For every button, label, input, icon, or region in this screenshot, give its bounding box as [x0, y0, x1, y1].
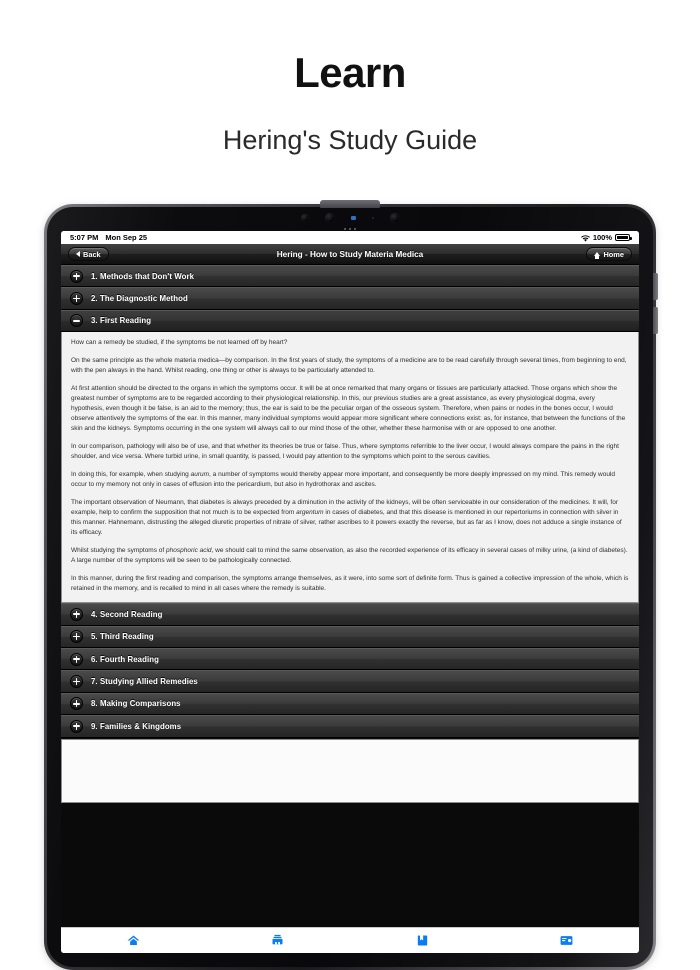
tab-bar [61, 927, 639, 953]
body-paragraph [71, 574, 629, 594]
page-subtitle: Hering's Study Guide [222, 125, 478, 155]
text-run: Whilst studying the symptoms of [71, 547, 167, 555]
accordion-panel-3 [61, 332, 639, 603]
speaker-dots [47, 228, 653, 230]
accordion-header-2[interactable] [61, 287, 639, 309]
text-run: At first attention should be directed to the organs in which the symptoms occur. It will be at once remarked that many organs or tissues are particularly attacked. Those organs which show the greatest number of symptoms are to be regarded according to their physiological relationship. In this, our previous studies are a great assistance, as every physiological dogma, every hypothesis, even though it be false, is an aid to the memory; thus, the ear is said to be the peculiar organ of the osseous system. Therefore, when pains or nodes in the bones occur, I would observe attentively the symptoms of the ear. In this manner, many individual symptoms would appear more significant where connections exist: as, for instance, that between the functions of the skin and the kidneys. Symptoms occurring in the one system will always call to our mind those of the other, whether these harmonise with or are opposed to one another. [71, 385, 626, 433]
battery-full-icon [615, 234, 630, 241]
plus-icon [70, 720, 83, 733]
body-paragraph [71, 338, 629, 348]
accordion-label: 1. Methods that Don't Work [91, 271, 195, 281]
plus-icon [70, 630, 83, 643]
body-paragraph [71, 442, 629, 462]
accordion-label: 3. First Reading [91, 316, 152, 326]
camera-array [47, 207, 653, 229]
accordion-label: 8. Making Comparisons [91, 699, 181, 709]
text-run: In doing this, for example, when studying [71, 471, 191, 479]
plus-icon [70, 675, 83, 688]
plus-icon [70, 697, 83, 710]
text-run: , a number of symptoms would thereby appear more important, and consequently be more deeply impressed on my mind. This remedy would occur to my memory not only in cases of effusion into the pericardium, but also in hydrothorax and ascites. [71, 471, 616, 489]
flash-icon [351, 216, 356, 220]
text-run: , we should call to mind the same observation, as also the recorded experience of its efficacy in several cases of milky urine, (a kind of diabetes). A large number of the symptoms will be seen to be pathologically connected. [71, 547, 628, 565]
text-run: In our comparison, pathology will also be of use, and that whether its theories be true or false. Thus, where symptoms referrible to the liver occur, I would always compare the pains in the right shoulder, and vice versa. Where turbid urine, in small quantity, is passed, I would pay attention to the symptoms which point to the serous cavities. [71, 443, 619, 461]
camera-lens-icon [301, 214, 309, 222]
volume-down-button[interactable] [653, 307, 658, 334]
text-run: in cases of diabetes, and that this disease is mentioned in our repertoriums in connection with silver in this manner. Hahnemann, distrusting the alleged diuretic properties of nitrate of silver, rather ascribes to it powers exactly the reverse, but as far as I know, does not adduce a single instance of its efficacy. [71, 509, 622, 537]
tablet-device-frame [47, 207, 653, 967]
microphone-icon [372, 217, 374, 219]
accordion-header-4[interactable] [61, 603, 639, 625]
emphasis-text: aurum [190, 471, 210, 479]
home-button-label: Home [603, 249, 624, 259]
tab-item-3[interactable] [350, 933, 495, 948]
plus-icon [70, 292, 83, 305]
text-run: The important observation of Neumann, that diabetes is always preceded by a diminution in the activity of the kidneys, will be often serviceable in our consideration of the medicines. It will, for example, help to confirm the supposition that not much is to be expected from [71, 499, 619, 517]
text-run: How can a remedy be studied, if the symptoms be not learned off by heart? [71, 339, 288, 347]
status-bar [61, 231, 639, 244]
camera-lens-icon [390, 213, 400, 223]
plus-icon [70, 270, 83, 283]
bookmarks-tab-icon [414, 933, 431, 948]
minus-icon [70, 314, 83, 327]
accordion-label: 6. Fourth Reading [91, 654, 159, 664]
status-bar-left [70, 233, 147, 242]
volume-up-button[interactable] [653, 273, 658, 300]
accordion-label: 2. The Diagnostic Method [91, 294, 188, 304]
tab-item-1[interactable] [61, 933, 206, 948]
accordion-label: 9. Families & Kingdoms [91, 721, 182, 731]
accordion-header-7[interactable] [61, 670, 639, 692]
plus-icon [70, 653, 83, 666]
back-button[interactable] [68, 247, 109, 261]
empty-content-panel [61, 739, 639, 803]
camera-lens-icon [325, 213, 335, 223]
cards-tab-icon [558, 933, 575, 948]
accordion-header-9[interactable] [61, 715, 639, 737]
accordion-header-5[interactable] [61, 626, 639, 648]
accordion-header-8[interactable] [61, 693, 639, 715]
accordion-label: 4. Second Reading [91, 609, 163, 619]
library-tab-icon [269, 933, 286, 948]
body-paragraph [71, 384, 629, 434]
body-paragraph [71, 470, 629, 490]
accordion-header-6[interactable] [61, 648, 639, 670]
accordion-list[interactable] [61, 265, 639, 927]
page-title: Learn [294, 49, 406, 96]
body-paragraph [71, 356, 629, 376]
emphasis-text: phosphoric acid [166, 547, 212, 555]
text-run: In this manner, during the first reading and comparison, the symptoms arrange themselves, as it were, into some sort of definite form. Thus is gained a collective impression of the whole, which is retained in the memory, and is recalled to mind in all cases where the remedy is suitable. [71, 575, 629, 593]
nav-title: Hering - How to Study Materia Medica [276, 249, 424, 259]
body-paragraph [71, 546, 629, 566]
page-header [0, 0, 700, 154]
status-time: 5:07 PM [70, 233, 99, 242]
home-icon [594, 252, 600, 256]
chevron-left-icon [76, 251, 80, 257]
body-paragraph [71, 498, 629, 538]
navigation-bar [61, 244, 639, 265]
status-date: Mon Sep 25 [105, 233, 148, 242]
status-bar-right [581, 233, 630, 242]
home-tab-icon [125, 933, 142, 948]
tab-item-4[interactable] [495, 933, 640, 948]
back-button-label: Back [83, 249, 101, 259]
tab-item-2[interactable] [206, 933, 351, 948]
emphasis-text: argentum [296, 509, 324, 517]
text-run: On the same principle as the whole materia medica—by comparison. In the first years of study, the symptoms of a medicine are to be read carefully through several times, from beginning to end, with the pen always in the hand. Whilst reading, one thing or other is always to be particularly attended to. [71, 357, 627, 375]
wifi-icon [581, 235, 590, 242]
accordion-header-3[interactable] [61, 310, 639, 332]
accordion-header-1[interactable] [61, 265, 639, 287]
tablet-screen [61, 231, 639, 953]
accordion-label: 7. Studying Allied Remedies [91, 677, 198, 687]
plus-icon [70, 608, 83, 621]
home-button[interactable] [586, 247, 632, 261]
battery-percent-label: 100% [592, 233, 612, 242]
accordion-label: 5. Third Reading [91, 632, 154, 642]
